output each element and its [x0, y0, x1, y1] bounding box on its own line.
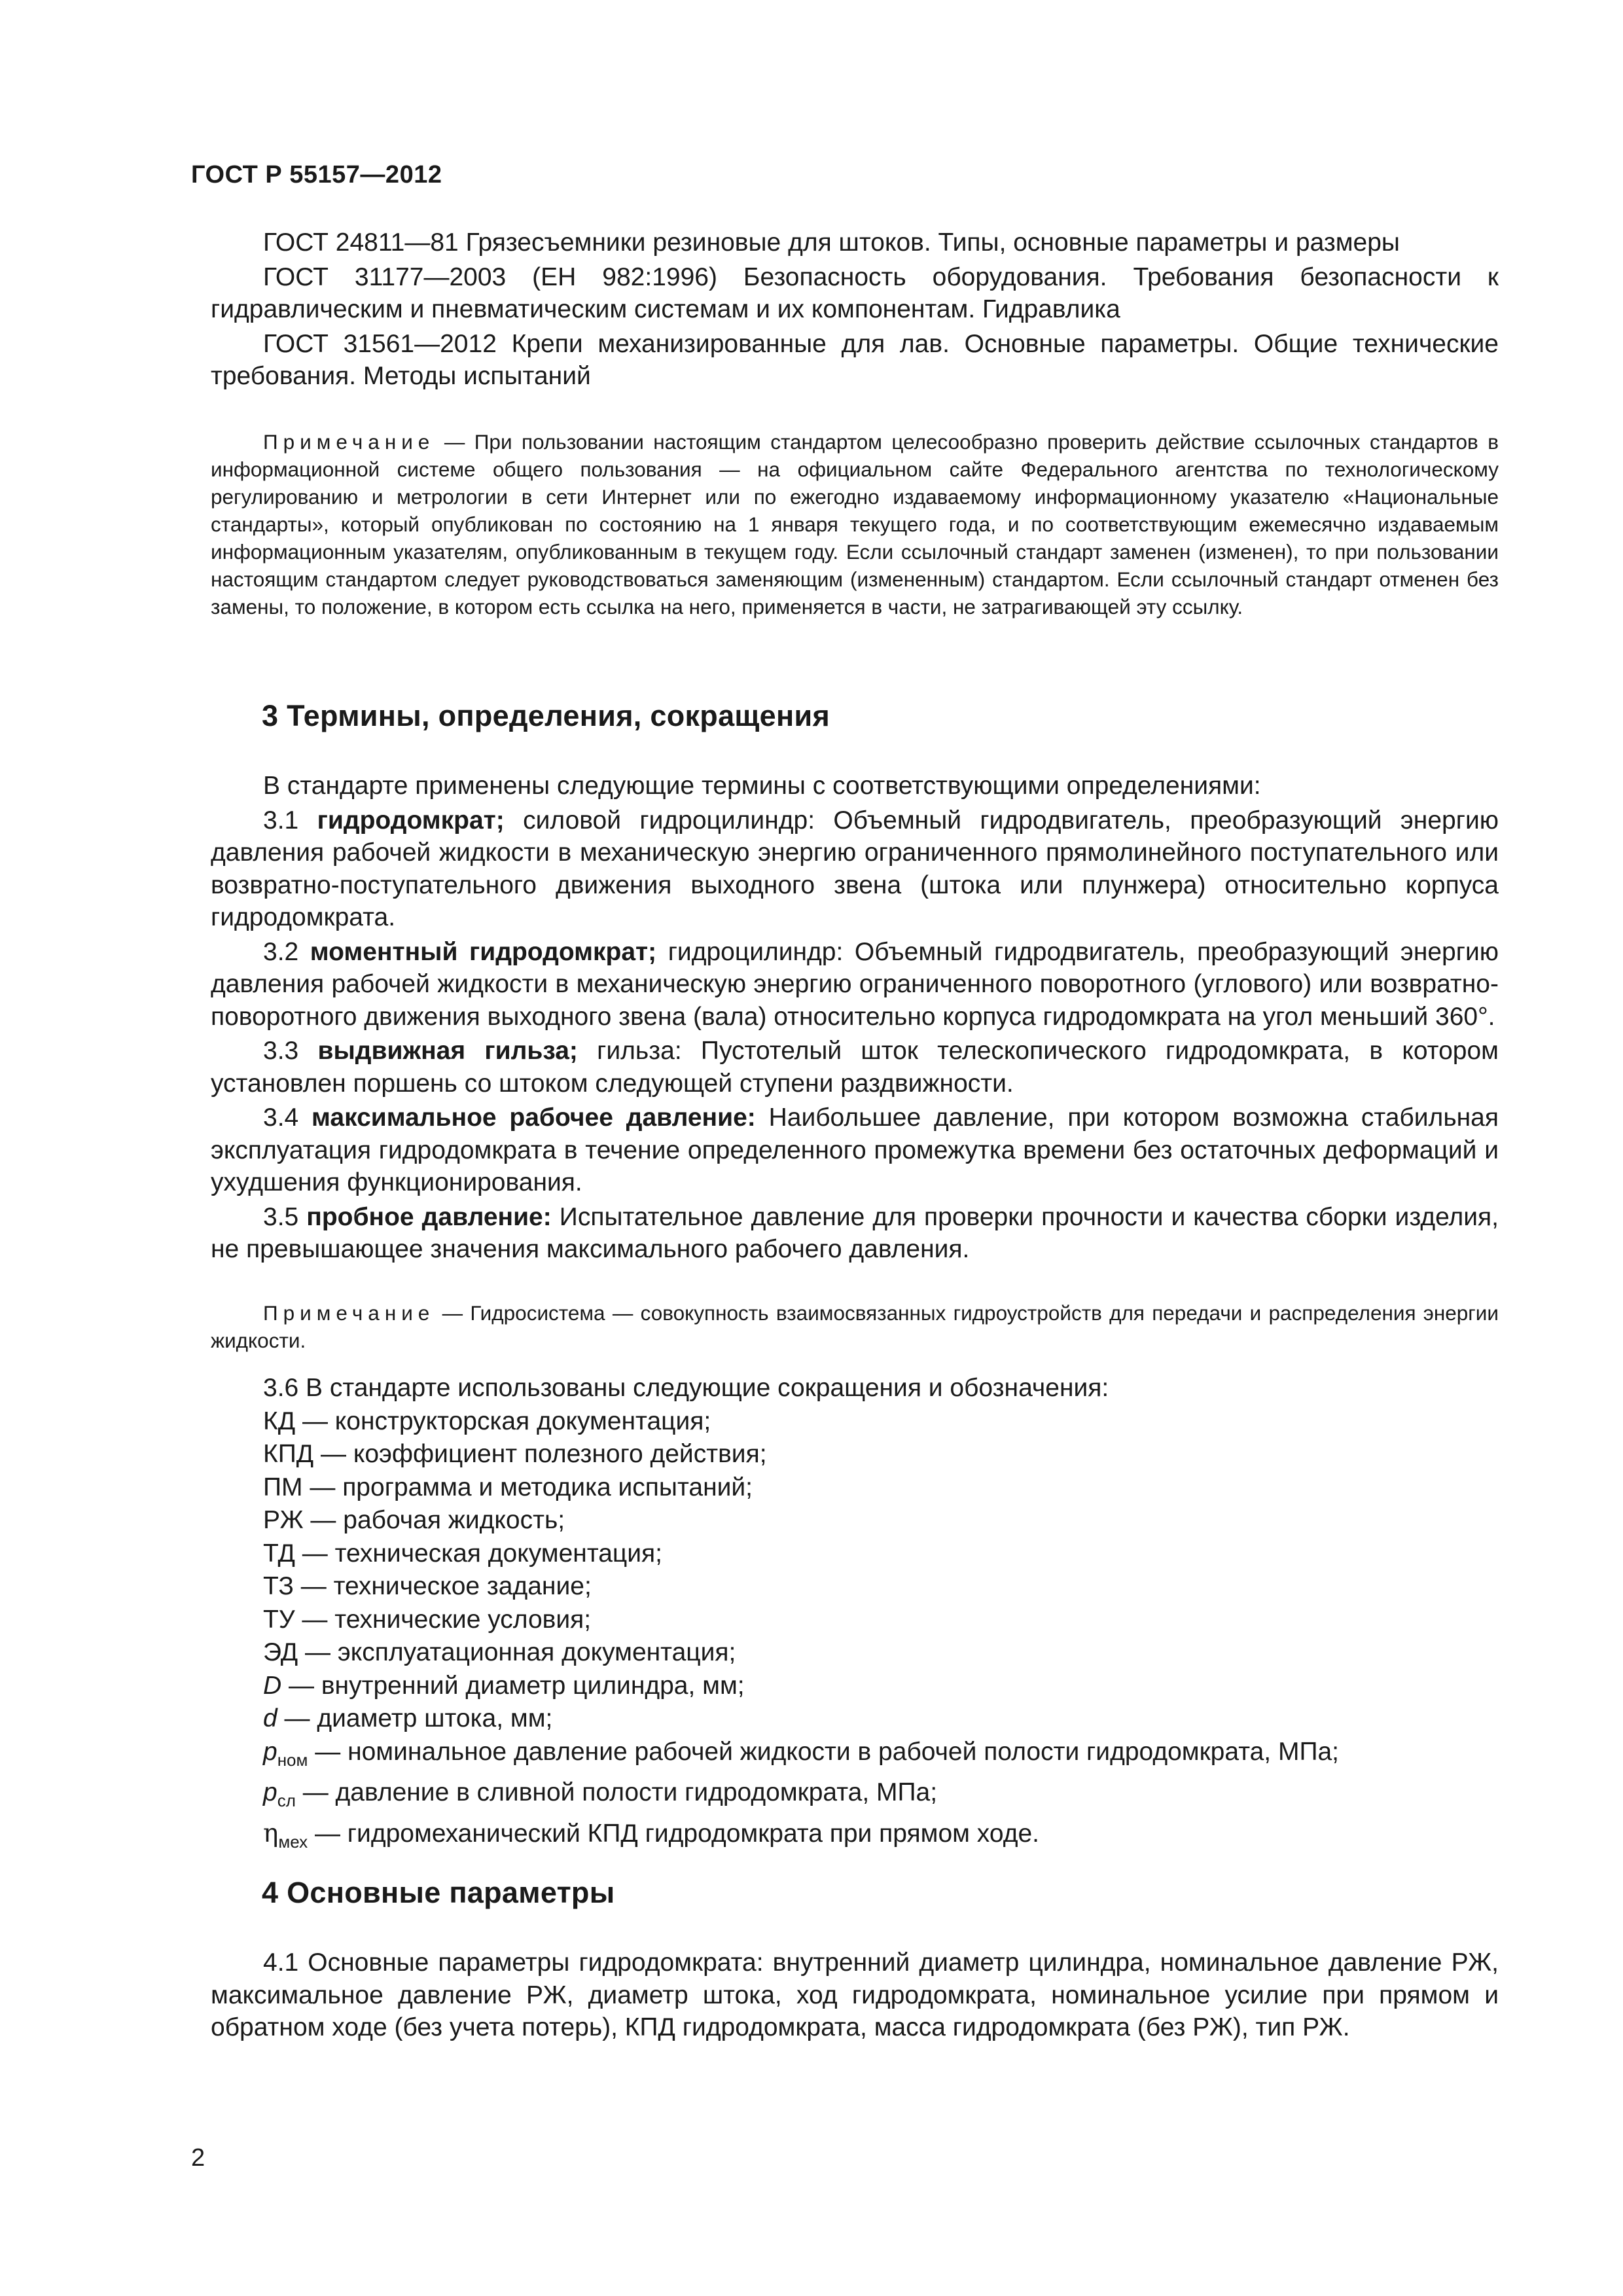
term-definition-3-2: 3.2 моментный гидродомкрат; гидроцилиндр: Объемный гидродвигатель, преобразующий энергию давления рабочей жидкости в механическую энергию ограниченного поворотного (углового) или возвратно-поворотного движения выходного звена (вала) относительно корпуса гидродомкрата на угол меньший 360°.	[211, 937, 1499, 1031]
symbol-text: — давление в сливной полости гидродомкрата, МПа;	[295, 1778, 938, 1806]
normative-references	[211, 226, 1499, 395]
symbol-text: — номинальное давление рабочей жидкости в рабочей полости гидродомкрата, МПа;	[308, 1737, 1340, 1766]
page-number: 2	[191, 2144, 205, 2172]
abbreviation-item: РЖ — рабочая жидкость;	[263, 1506, 565, 1534]
symbol: p	[263, 1737, 277, 1766]
term-definition-3-5: 3.5 пробное давление: Испытательное давление для проверки прочности и качества сборки изделия, не превышающее значения максимального рабочего давления.	[211, 1202, 1499, 1263]
term-name: максимальное рабочее давление:	[312, 1103, 756, 1132]
note-text: — Гидросистема — совокупность взаимосвязанных гидроустройств для передачи и распределения энергии жидкости.	[211, 1301, 1499, 1352]
term-name: пробное давление:	[306, 1202, 552, 1231]
section-3-heading: 3 Термины, определения, сокращения	[262, 699, 830, 732]
abbreviation-item: ТЗ — техническое задание;	[263, 1572, 592, 1600]
section-3-intro: В стандарте применены следующие термины с соответствующими определениями:	[263, 772, 1261, 800]
abbreviation-item: ТУ — технические условия;	[263, 1605, 592, 1634]
section-4-body	[211, 1946, 1499, 2046]
symbol: D	[263, 1671, 282, 1700]
term-text: Наибольшее давление, при котором возможна стабильная эксплуатация гидродомкрата в течение определенного промежутка времени без остаточных деформаций и ухудшения функционирования.	[211, 1103, 1499, 1196]
symbol-item	[211, 1670, 1499, 1703]
note-text: — При пользовании настоящим стандартом целесообразно проверить действие ссылочных стандартов в информационной системе общего пользования — на официальном сайте Федерального агентства по технологическому регулированию и метрологии в сети Интернет или по ежегодно издаваемому информационному указателю «Национальные стандарты», который опубликован по состоянию на 1 января текущего года, и по соответствующим ежемесячно издаваемым информационным указателям, опубликованным в текущем году. Если ссылочный стандарт заменен (изменен), то при пользовании настоящим стандартом следует руководствоваться заменяющим (измененным) стандартом. Если ссылочный стандарт отменен без замены, то положение, в котором есть ссылка на него, применяется в части, не затрагивающей эту ссылку.	[211, 430, 1499, 619]
term-name: моментный гидродомкрат;	[310, 937, 657, 966]
term-definition-3-3: 3.3 выдвижная гильза; гильза: Пустотелый шток телескопического гидродомкрата, в котором установлен поршень со штоком следующей ступени раздвижности.	[211, 1037, 1499, 1098]
symbol-item	[211, 1818, 1499, 1859]
abbreviation-item: ЭД — эксплуатационная документация;	[263, 1638, 736, 1666]
term-definition-3-1: 3.1 гидродомкрат; силовой гидроцилиндр: Объемный гидродвигатель, преобразующий энергию давления рабочей жидкости в механическую энергию ограниченного прямолинейного поступательного или возвратно-поступательного движения выходного звена (штока или плунжера) относительно корпуса гидродомкрата.	[211, 806, 1499, 931]
section-3-body	[211, 770, 1499, 1268]
symbol-subscript: ном	[277, 1749, 308, 1770]
term-name: выдвижная гильза;	[317, 1037, 578, 1065]
abbreviation-item: ТД — техническая документация;	[263, 1539, 663, 1568]
note-references	[211, 428, 1499, 620]
symbol-subscript: мех	[278, 1831, 308, 1852]
paragraph-4-1: 4.1 Основные параметры гидродомкрата: внутренний диаметр цилиндра, номинальное давление РЖ, максимальное давление РЖ, диаметр штока, ход гидродомкрата, номинальное усилие при прямом и обратном ходе (без учета потерь), КПД гидродомкрата, масса гидродомкрата (без РЖ), тип РЖ.	[211, 1948, 1499, 2041]
abbreviation-item: КПД — коэффициент полезного действия;	[263, 1440, 767, 1468]
section-4-heading: 4 Основные параметры	[262, 1876, 615, 1909]
note-label: Примечание	[263, 430, 435, 454]
symbol: η	[263, 1818, 279, 1848]
symbol-item	[211, 1776, 1499, 1818]
symbol: p	[263, 1778, 277, 1806]
symbol-item	[211, 1702, 1499, 1736]
abbreviations-list	[211, 1405, 1499, 1859]
abbreviations-intro: 3.6 В стандарте использованы следующие сокращения и обозначения:	[263, 1374, 1109, 1402]
symbol-text: — внутренний диаметр цилиндра, мм;	[281, 1671, 745, 1700]
reference-item: ГОСТ 31561—2012 Крепи механизированные для лав. Основные параметры. Общие технические требования. Методы испытаний	[211, 329, 1499, 390]
abbreviation-item: КД — конструкторская документация;	[263, 1407, 711, 1435]
abbreviations-section	[211, 1372, 1499, 1858]
term-text: гидроцилиндр: Объемный гидродвигатель, преобразующий энергию давления рабочей жидкости в механическую энергию ограниченного поворотного (углового) или возвратно-поворотного движения выходного звена (вала) относительно корпуса гидродомкрата на угол меньший 360°.	[211, 937, 1499, 1031]
abbreviation-item: ПМ — программа и методика испытаний;	[263, 1473, 753, 1501]
note-label: Примечание	[263, 1301, 435, 1325]
symbol-subscript: сл	[277, 1791, 296, 1810]
symbol-item	[211, 1736, 1499, 1777]
term-definition-3-4: 3.4 максимальное рабочее давление: Наибольшее давление, при котором возможна стабильная эксплуатация гидродомкрата в течение определенного промежутка времени без остаточных деформаций и ухудшения функционирования.	[211, 1103, 1499, 1196]
term-text: гильза: Пустотелый шток телескопического гидродомкрата, в котором установлен поршень со штоком следующей ступени раздвижности.	[211, 1037, 1499, 1098]
reference-item: ГОСТ 24811—81 Грязесъемники резиновые для штоков. Типы, основные параметры и размеры	[263, 228, 1400, 257]
symbol: d	[263, 1704, 277, 1732]
symbol-text: — гидромеханический КПД гидродомкрата при прямом ходе.	[308, 1819, 1039, 1848]
note-hydrosystem	[211, 1299, 1499, 1354]
reference-item: ГОСТ 31177—2003 (ЕН 982:1996) Безопасность оборудования. Требования безопасности к гидравлическим и пневматическим системам и их компонентам. Гидравлика	[211, 262, 1499, 323]
symbol-text: — диаметр штока, мм;	[277, 1704, 553, 1732]
term-text: силовой гидроцилиндр: Объемный гидродвигатель, преобразующий энергию давления рабочей жидкости в механическую энергию ограниченного прямолинейного поступательного или возвратно-поступательного движения выходного звена (штока или плунжера) относительно корпуса гидродомкрата.	[211, 806, 1499, 931]
term-text: Испытательное давление для проверки прочности и качества сборки изделия, не превышающее значения максимального рабочего давления.	[211, 1202, 1499, 1263]
term-name: гидродомкрат;	[317, 806, 505, 834]
page-header-standard-number: ГОСТ Р 55157—2012	[191, 161, 442, 188]
